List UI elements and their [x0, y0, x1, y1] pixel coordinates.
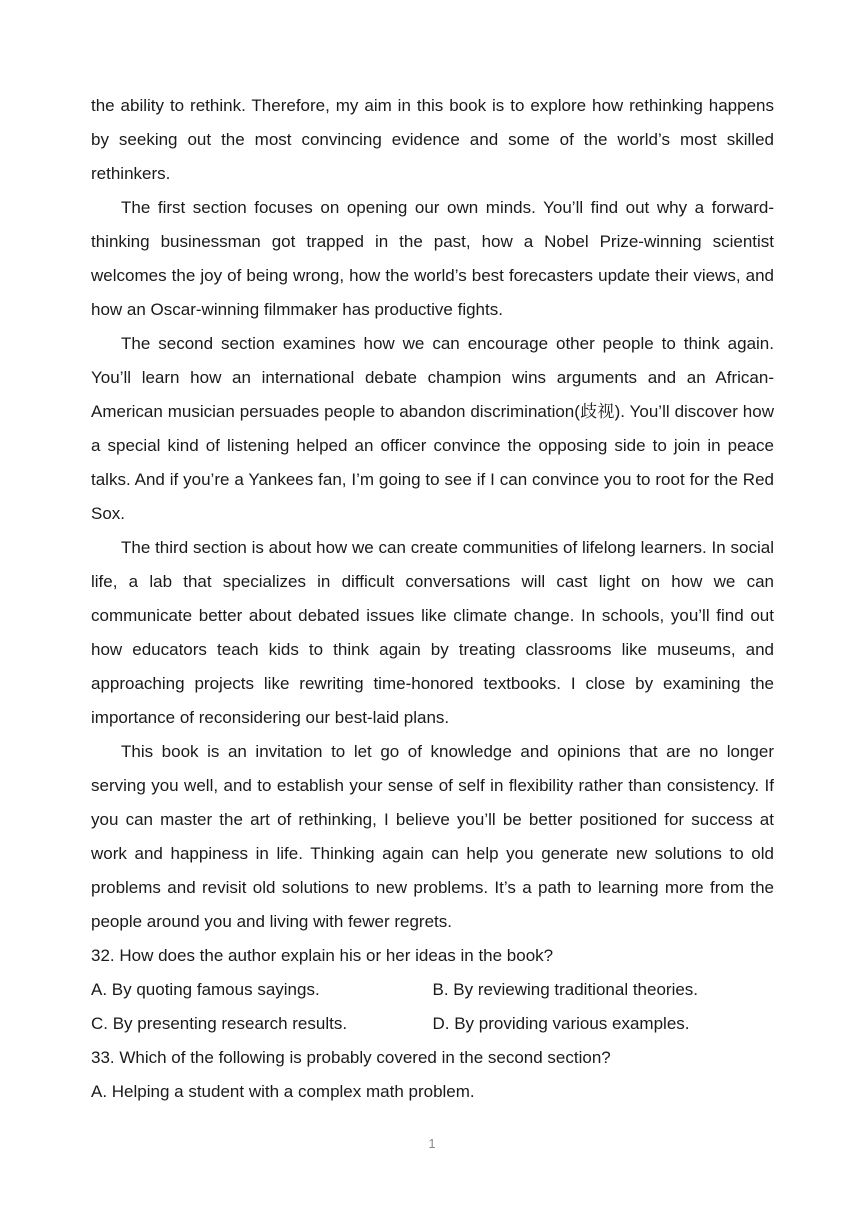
- question-32-option-d: D. By providing various examples.: [432, 1014, 690, 1033]
- question-33-stem: 33. Which of the following is probably covered in the second section?: [91, 1048, 611, 1067]
- question-33-option-a: A. Helping a student with a complex math problem.: [91, 1082, 475, 1101]
- passage-paragraph-1: the ability to rethink. Therefore, my aim in this book is to explore how rethinking happens by seeking out the most convincing evidence and some of the world’s most skilled rethinkers.: [91, 96, 774, 183]
- passage-paragraph-3: The second section examines how we can encourage other people to think again. You’ll learn how an international debate champion wins arguments and an African-American musician persuades people to abandon discrimination(歧视). You’ll discover how a special kind of listening helped an officer convince the opposing side to join in peace talks. And if you’re a Yankees fan, I’m going to see if I can convince you to root for the Red Sox.: [91, 334, 774, 523]
- page-content: [91, 89, 774, 1109]
- passage-paragraph-5: This book is an invitation to let go of knowledge and opinions that are no longer serving you well, and to establish your sense of self in flexibility rather than consistency. If you can master the art of rethinking, I believe you’ll be better positioned for success at work and happiness in life. Thinking again can help you generate new solutions to old problems and revisit old solutions to new problems. It’s a path to learning more from the people around you and living with fewer regrets.: [91, 742, 774, 931]
- page-number: 1: [428, 1136, 436, 1151]
- question-32-options-row-2: [91, 1007, 774, 1041]
- question-32-stem: 32. How does the author explain his or her ideas in the book?: [91, 946, 554, 965]
- passage-paragraph-4: The third section is about how we can create communities of lifelong learners. In social life, a lab that specializes in difficult conversations will cast light on how we can communicate better about debated issues like climate change. In schools, you’ll find out how educators teach kids to think again by treating classrooms like museums, and approaching projects like rewriting time-honored textbooks. I close by examining the importance of reconsidering our best-laid plans.: [91, 538, 774, 727]
- question-32-options-row-1: [91, 973, 774, 1007]
- question-32-option-a: A. By quoting famous sayings.: [91, 980, 320, 999]
- question-32-option-c: C. By presenting research results.: [91, 1014, 348, 1033]
- passage-paragraph-2: The first section focuses on opening our own minds. You’ll find out why a forward-thinking businessman got trapped in the past, how a Nobel Prize-winning scientist welcomes the joy of being wrong, how the world’s best forecasters update their views, and how an Oscar-winning filmmaker has productive fights.: [91, 198, 774, 319]
- question-32-option-b: B. By reviewing traditional theories.: [432, 980, 699, 999]
